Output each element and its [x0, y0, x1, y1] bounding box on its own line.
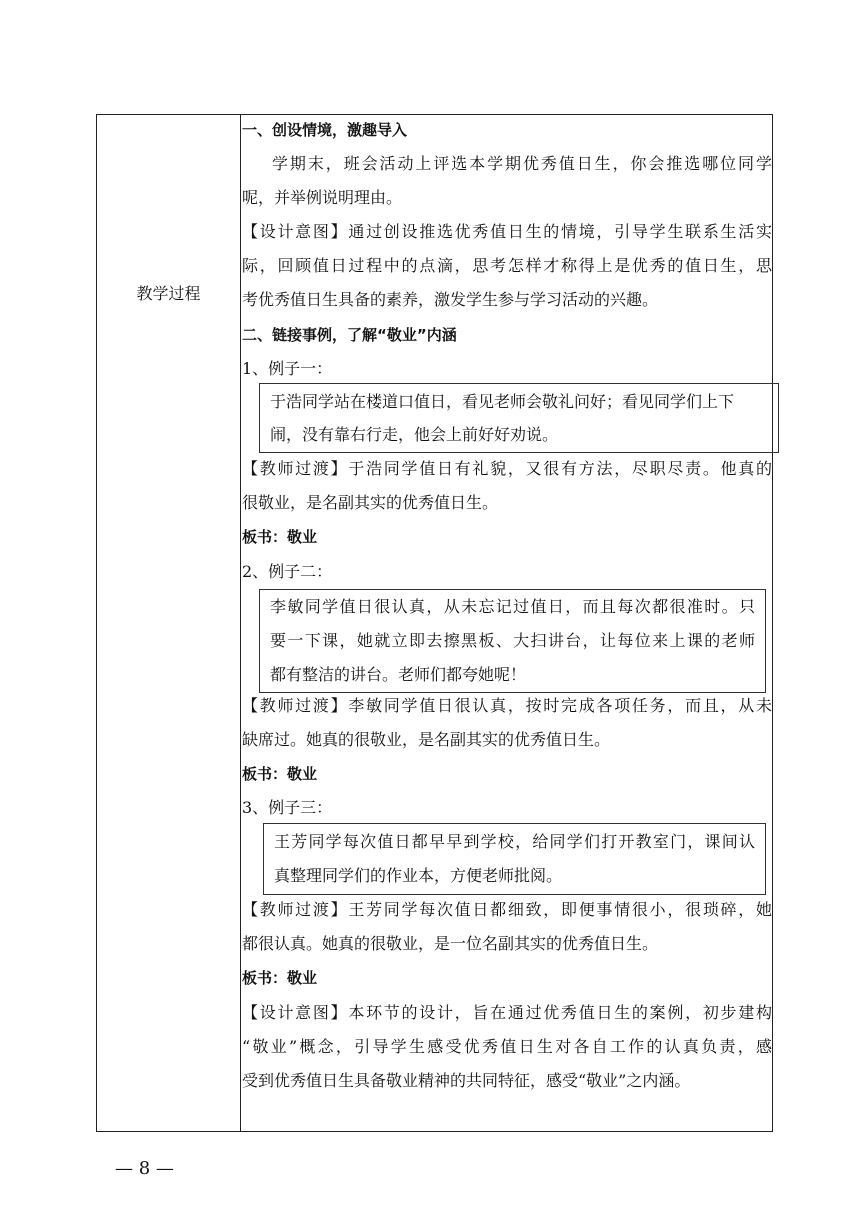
example-text: 于浩同学站在楼道口值日，看见老师会敬礼问好；看见同学们上下 [270, 392, 735, 411]
transition-line: 缺席过。她真的很敬业，是名副其实的优秀值日生。 [242, 730, 611, 749]
transition-line: 很敬业，是名副其实的优秀值日生。 [242, 493, 499, 512]
section-label: 教学过程 [136, 284, 201, 303]
lesson-table [96, 114, 773, 1132]
transition-line: 都很认真。她真的很敬业，是一位名副其实的优秀值日生。 [242, 934, 659, 953]
heading-1: 一、创设情境，激趣导入 [242, 121, 408, 139]
design-intent-line: 【设计意图】本环节的设计，旨在通过优秀值日生的案例，初步建构 [242, 1003, 772, 1022]
example-text: 真整理同学们的作业本，方便老师批阅。 [274, 866, 563, 885]
blackboard-note: 板书：敬业 [242, 969, 318, 987]
transition-line: 【教师过渡】李敏同学值日很认真，按时完成各项任务，而且，从未 [242, 696, 772, 715]
design-intent-line: “敬业”概念，引导学生感受优秀值日生对各自工作的认真负责，感 [242, 1037, 772, 1056]
heading-2: 二、链接事例，了解“敬业”内涵 [242, 326, 457, 344]
transition-line: 【教师过渡】王芳同学每次值日都细致，即便事情很小，很琐碎，她 [242, 900, 772, 919]
design-intent-line: 受到优秀值日生具备敬业精神的共同特征，感受“敬业”之内涵。 [242, 1071, 691, 1090]
design-intent-line: 考优秀值日生具备的素养，激发学生参与学习活动的兴趣。 [242, 290, 659, 309]
example-text: 要一下课，她就立即去擦黑板、大扫讲台，让每位来上课的老师 [270, 631, 755, 650]
transition-line: 【教师过渡】于浩同学值日有礼貌，又很有方法，尽职尽责。他真的 [242, 459, 772, 478]
example-text: 都有整洁的讲台。老师们都夸她呢！ [270, 665, 527, 684]
page-number: — 8 — [115, 1158, 174, 1179]
blackboard-note: 板书：敬业 [242, 528, 318, 546]
example-text: 王芳同学每次值日都早早到学校，给同学们打开教室门，课间认 [274, 832, 755, 851]
paragraph-line: 学期末，班会活动上评选本学期优秀值日生，你会推选哪位同学 [272, 154, 772, 173]
example-box-2 [259, 589, 766, 693]
example-text: 闹，没有靠右行走，他会上前好好劝说。 [270, 425, 559, 444]
design-intent-line: 际，回顾值日过程中的点滴，思考怎样才称得上是优秀的值日生，思 [242, 256, 772, 275]
example-box-3 [263, 823, 766, 895]
example-label: 1、例子一： [242, 359, 333, 378]
column-divider [240, 115, 241, 1131]
design-intent-line: 【设计意图】通过创设推选优秀值日生的情境，引导学生联系生活实 [242, 222, 772, 241]
example-text: 李敏同学值日很认真，从未忘记过值日，而且每次都很准时。只 [270, 597, 755, 616]
blackboard-note: 板书：敬业 [242, 765, 318, 783]
example-box-1 [259, 383, 779, 453]
example-label: 2、例子二： [242, 562, 333, 581]
paragraph-line: 呢，并举例说明理由。 [242, 188, 403, 207]
example-label: 3、例子三： [242, 798, 333, 817]
